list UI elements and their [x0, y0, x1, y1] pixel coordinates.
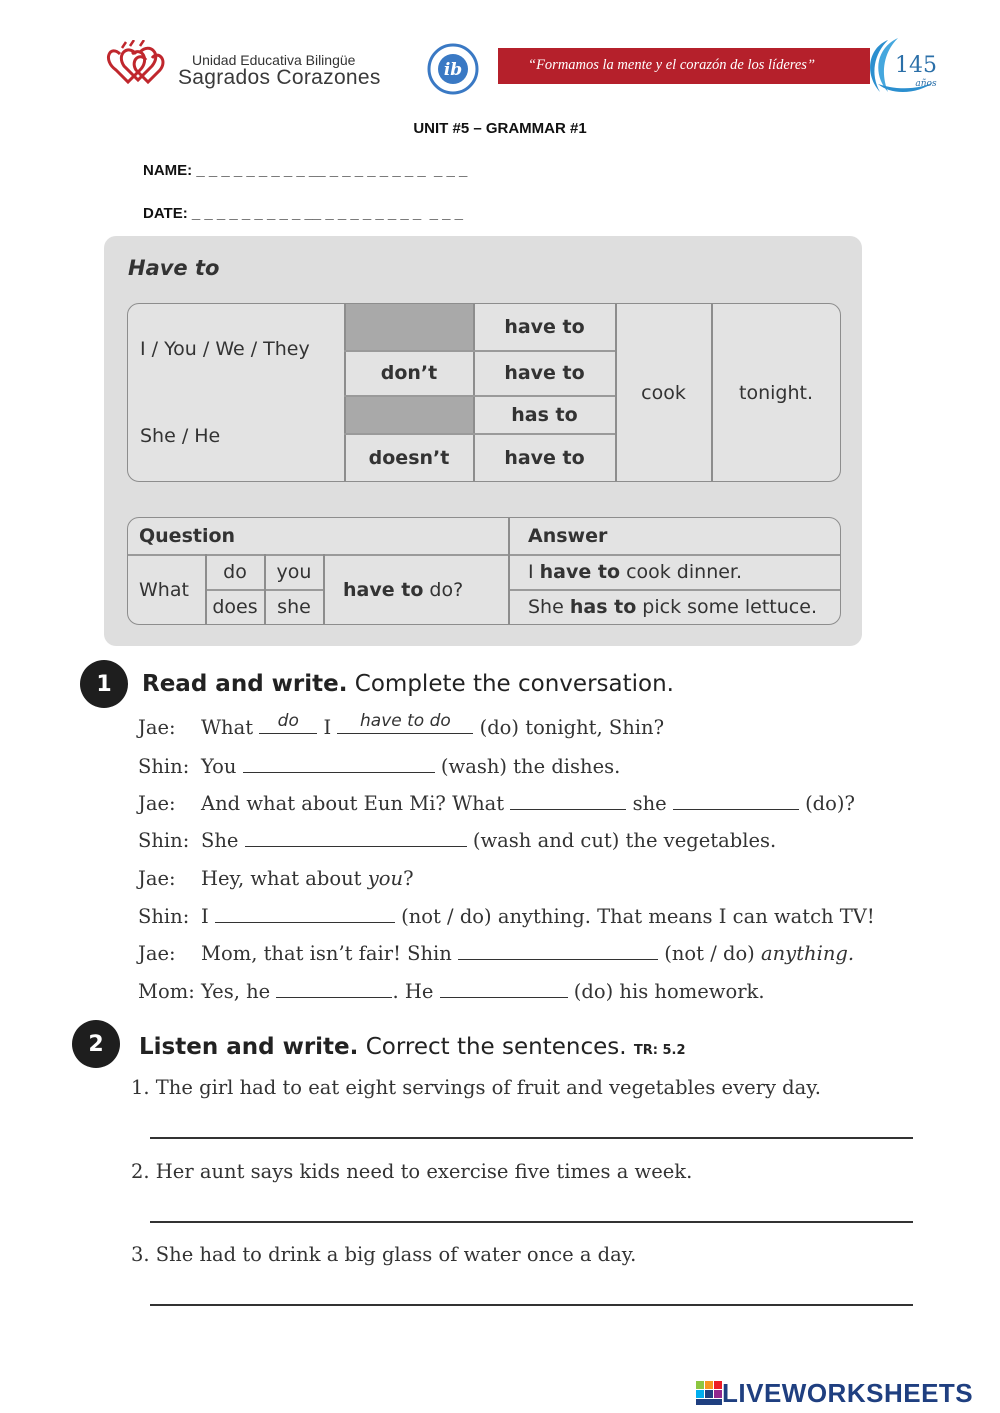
subject-singular: She / He	[140, 425, 221, 447]
negative-dont: don’t	[380, 362, 438, 384]
conversation-line-1: Jae: What do I have to do (do) tonight, Shin?	[138, 711, 665, 739]
conversation-line-2: Shin: You (wash) the dishes.	[138, 755, 621, 778]
exercise-1-badge: 1	[80, 660, 128, 708]
answer-line[interactable]	[150, 1137, 913, 1139]
verb-have-to: have to	[504, 446, 585, 469]
sentence-3: 3. She had to drink a big glass of water once a day.	[131, 1243, 637, 1266]
name-field[interactable]: NAME: _ _ _ _ _ _ _ _ _ __ _ _ _ _ _ _ _ _ _ _ _	[143, 162, 468, 179]
answer-blank[interactable]	[245, 829, 467, 847]
subject-plural: I / You / We / They	[140, 338, 310, 360]
worksheet-title: UNIT #5 – GRAMMAR #1	[413, 120, 587, 137]
conversation-line-6: Shin: I (not / do) anything. That means I can watch TV!	[138, 905, 875, 928]
answer-blank[interactable]	[440, 980, 568, 998]
aux-do: do	[223, 561, 247, 583]
conversation-line-8: Mom: Yes, he . He (do) his homework.	[138, 980, 765, 1003]
school-name-line2: Sagrados Corazones	[178, 66, 381, 89]
answer-blank[interactable]	[215, 905, 395, 923]
ib-logo-text: ib	[443, 60, 463, 80]
question-header: Question	[139, 525, 236, 547]
sentence-1: 1. The girl had to eat eight servings of fruit and vegetables every day.	[131, 1076, 821, 1099]
conversation-line-3: Jae: And what about Eun Mi? What she (do)?	[138, 792, 855, 815]
anniversary-number: 145	[895, 53, 937, 78]
answer-blank[interactable]	[510, 792, 626, 810]
motto-text: “Formamos la mente y el corazón de los líderes”	[528, 57, 816, 73]
liveworksheets-text: LIVEWORKSHEETS	[722, 1377, 974, 1408]
answer-blank[interactable]	[337, 711, 473, 734]
anniversary-logo	[858, 34, 946, 98]
answer-blank[interactable]	[673, 792, 799, 810]
question-what: What	[139, 578, 189, 601]
grammar-title: Have to	[128, 256, 220, 280]
empty-shaded-cell	[345, 304, 474, 351]
sentence-2: 2. Her aunt says kids need to exercise five times a week.	[131, 1160, 693, 1183]
have-to-table	[127, 303, 841, 482]
question-phrase	[343, 555, 463, 624]
answer-header: Answer	[528, 525, 608, 547]
answer-blank[interactable]	[243, 755, 435, 773]
answer-line[interactable]	[150, 1304, 913, 1306]
time-tonight: tonight.	[739, 381, 813, 404]
conversation-line-4: Shin: She (wash and cut) the vegetables.	[138, 829, 777, 852]
question-do: do?	[423, 578, 464, 601]
answer-blank[interactable]	[276, 980, 392, 998]
school-name-line1: Unidad Educativa Bilingüe	[192, 52, 356, 68]
answer-2: She has to pick some lettuce.	[528, 596, 817, 618]
aux-does: does	[212, 596, 258, 618]
verb-have-to: have to	[504, 316, 585, 338]
conversation-line-5: Jae: Hey, what about you?	[138, 867, 414, 890]
school-hearts-logo	[106, 40, 168, 92]
verb-has-to: has to	[511, 403, 578, 426]
handwritten-answer: have to do	[360, 711, 451, 731]
subject-you: you	[276, 561, 312, 583]
answer-1: I have to cook dinner.	[528, 561, 743, 583]
date-field[interactable]: DATE: _ _ _ _ _ _ _ _ _ __ _ _ _ _ _ _ _ _ _ _ _	[143, 205, 463, 222]
liveworksheets-icon	[696, 1381, 722, 1405]
question-have-to: have to	[343, 578, 424, 601]
negative-doesnt: doesn’t	[368, 446, 450, 469]
exercise-1-title: Read and write. Complete the conversation.	[142, 671, 674, 697]
answer-blank[interactable]	[259, 711, 317, 734]
exercise-2-badge: 2	[72, 1020, 120, 1068]
subject-she: she	[277, 596, 311, 618]
question-answer-table	[127, 517, 841, 625]
ib-logo	[424, 43, 482, 95]
answer-blank[interactable]	[458, 942, 658, 960]
anniversary-word: años	[915, 79, 937, 89]
liveworksheets-logo	[696, 1378, 973, 1408]
empty-shaded-cell	[345, 396, 474, 434]
answer-line[interactable]	[150, 1221, 913, 1223]
conversation-line-7: Jae: Mom, that isn’t fair! Shin (not / do) anything.	[138, 942, 855, 965]
motto-banner	[498, 48, 870, 84]
track-number: TR: 5.2	[633, 1043, 686, 1058]
exercise-2-title: Listen and write. Correct the sentences. TR: 5.2	[139, 1034, 686, 1060]
verb-cook: cook	[641, 381, 686, 404]
handwritten-answer: do	[277, 711, 299, 731]
verb-have-to: have to	[504, 362, 585, 384]
